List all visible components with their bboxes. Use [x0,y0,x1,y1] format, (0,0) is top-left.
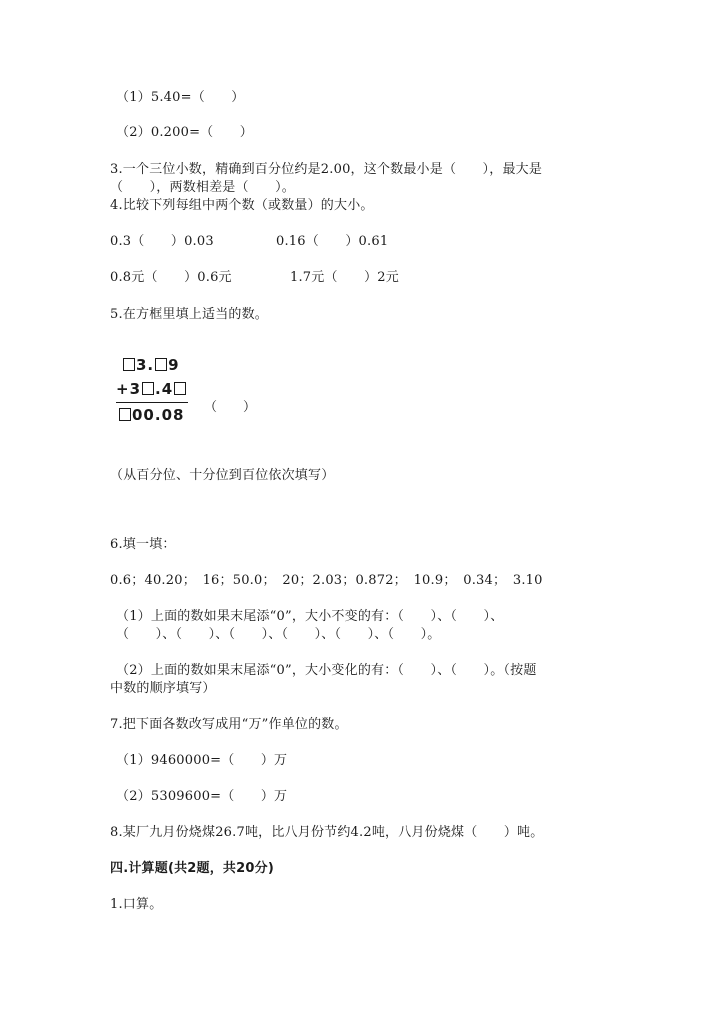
q6-part2-line1: （2）上面的数如果末尾添“0”，大小变化的有：（ ）、（ ）。（按题 [116,663,537,678]
digit-box[interactable] [123,358,135,371]
q7-title: 7.把下面各数改写成用“万”作单位的数。 [110,717,348,732]
q6-numbers: 0.6；40.20； 16；50.0； 20；2.03；0.872； 10.9； 0.34； 3.10 [110,573,543,588]
addend-row-1: 3. 9 [122,356,180,374]
q6-part1-line2: （ ）、（ ）、（ ）、（ ）、（ ）、（ ）。 [116,627,441,642]
q4-compare-2b: 1.7元（ ）2元 [290,270,399,285]
q2-part2: （2）0.200=（ ） [116,125,253,140]
q7-part2: （2）5309600=（ ）万 [116,789,288,804]
digit-box[interactable] [174,382,186,395]
q3-line1: 3.一个三位小数，精确到百分位约是2.00，这个数最小是（ ），最大是 [110,162,543,177]
q4-compare-1b: 0.16（ ）0.61 [276,234,389,249]
digit-box[interactable] [155,358,167,371]
digit-box[interactable] [119,408,131,421]
q5-hint: （从百分位、十分位到百位依次填写） [110,468,335,483]
calc-1-title: 1.口算。 [110,897,163,912]
q6-part2-line2: 中数的顺序填写） [110,681,216,696]
q2-part1: （1）5.40=（ ） [116,90,245,105]
q5-title: 5.在方框里填上适当的数。 [110,307,269,322]
addend-row-2: +3 .4 [116,380,187,398]
q4-title: 4.比较下列每组中两个数（或数量）的大小。 [110,198,374,213]
q6-part1-line1: （1）上面的数如果末尾添“0”，大小不变的有：（ ）、（ ）、 [116,609,504,624]
sum-line [116,402,188,403]
q4-compare-1a: 0.3（ ）0.03 [110,234,214,249]
q7-part1: （1）9460000=（ ）万 [116,753,288,768]
section-4-heading: 四.计算题(共2题，共20分) [110,861,274,876]
q4-compare-2a: 0.8元（ ）0.6元 [110,270,232,285]
digit-box[interactable] [142,382,154,395]
q8-text: 8.某厂九月份烧煤26.7吨，比八月份节约4.2吨，八月份烧煤（ ）吨。 [110,825,544,840]
q3-line2: （ ），两数相差是（ ）。 [110,180,296,195]
q5-answer-blank: （ ） [204,400,257,415]
sum-row: 00.08 [118,406,184,424]
q6-title: 6.填一填： [110,537,176,552]
